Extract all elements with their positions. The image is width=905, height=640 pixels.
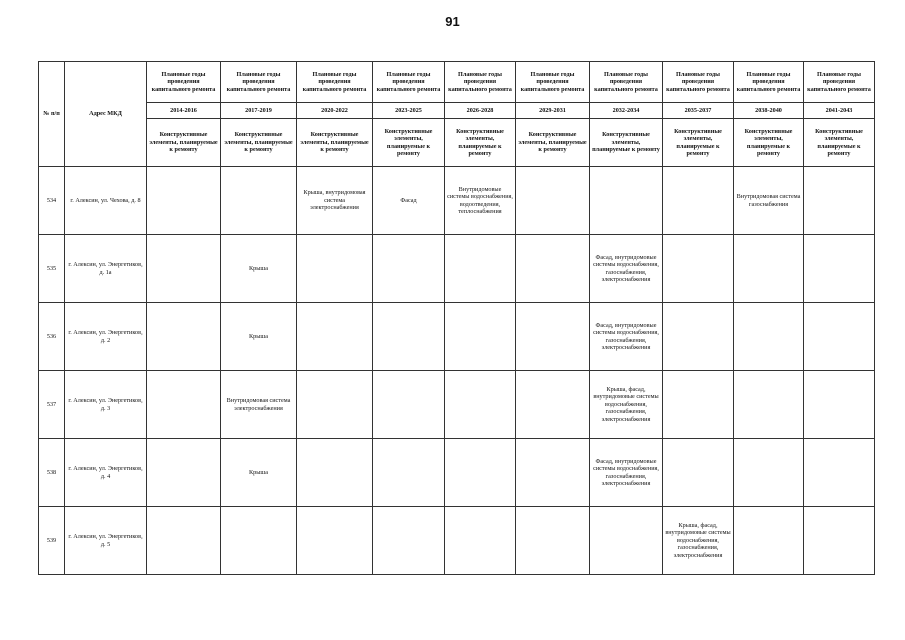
header-elements: Конструктивные элементы, планируемые к ремонту [147, 119, 221, 167]
header-subheader-row [39, 119, 875, 167]
header-period-range: 2017-2019 [221, 103, 297, 119]
repair-cell [147, 439, 221, 507]
repair-cell: Внутридомовые системы водоснабжения, водоотведения, теплоснабжения [445, 167, 516, 235]
repair-cell [516, 235, 590, 303]
repair-cell [663, 235, 734, 303]
repair-cell: Крыша, фасад, внутридомовые системы водоснабжения, газоснабжения, электроснабжения [590, 371, 663, 439]
table-row [39, 167, 875, 235]
repair-cell [373, 303, 445, 371]
header-period-title: Плановые годы проведения капитального ремонта [445, 62, 516, 103]
repair-cell: Крыша, внутридомовая система электроснабжения [297, 167, 373, 235]
table-row [39, 507, 875, 575]
repair-cell [221, 507, 297, 575]
row-number: 538 [39, 439, 65, 507]
repair-cell [445, 303, 516, 371]
header-elements: Конструктивные элементы, планируемые к ремонту [445, 119, 516, 167]
repair-cell: Фасад, внутридомовые системы водоснабжения, газоснабжения, электроснабжения [590, 235, 663, 303]
repair-cell [147, 235, 221, 303]
row-number: 535 [39, 235, 65, 303]
header-elements: Конструктивные элементы, планируемые к ремонту [297, 119, 373, 167]
header-elements: Конструктивные элементы, планируемые к ремонту [804, 119, 875, 167]
header-elements: Конструктивные элементы, планируемые к ремонту [663, 119, 734, 167]
row-address: г. Алексин, ул. Энергетиков, д. 4 [65, 439, 147, 507]
repair-cell [445, 439, 516, 507]
repair-cell [516, 371, 590, 439]
repair-cell [590, 507, 663, 575]
repair-cell [445, 371, 516, 439]
header-period-title: Плановые годы проведения капитального ремонта [590, 62, 663, 103]
repair-cell [445, 235, 516, 303]
row-address: г. Алексин, ул. Энергетиков, д. 1а [65, 235, 147, 303]
repair-cell [297, 371, 373, 439]
repair-cell [734, 507, 804, 575]
header-period-title: Плановые годы проведения капитального ремонта [516, 62, 590, 103]
repair-cell [373, 439, 445, 507]
header-period-title: Плановые годы проведения капитального ремонта [373, 62, 445, 103]
repair-cell [734, 371, 804, 439]
repair-cell [663, 371, 734, 439]
row-number: 539 [39, 507, 65, 575]
repair-cell [297, 235, 373, 303]
capital-repair-table [38, 61, 875, 575]
repair-cell: Фасад, внутридомовые системы водоснабжения, газоснабжения, электроснабжения [590, 303, 663, 371]
header-period-range: 2032-2034 [590, 103, 663, 119]
table-row [39, 439, 875, 507]
table-row [39, 371, 875, 439]
repair-cell: Крыша [221, 235, 297, 303]
header-period-range: 2026-2028 [445, 103, 516, 119]
header-period-title: Плановые годы проведения капитального ремонта [147, 62, 221, 103]
repair-cell: Внутридомовая система газоснабжения [734, 167, 804, 235]
repair-cell: Крыша [221, 439, 297, 507]
repair-cell [590, 167, 663, 235]
repair-cell [373, 371, 445, 439]
header-period-range: 2029-2031 [516, 103, 590, 119]
repair-cell [516, 167, 590, 235]
header-period-range: 2014-2016 [147, 103, 221, 119]
repair-cell [516, 507, 590, 575]
repair-cell [147, 507, 221, 575]
header-range-row [39, 103, 875, 119]
repair-cell [297, 439, 373, 507]
repair-cell [804, 439, 875, 507]
row-number: 536 [39, 303, 65, 371]
repair-cell [734, 303, 804, 371]
repair-cell [147, 167, 221, 235]
repair-cell [221, 167, 297, 235]
repair-cell [804, 235, 875, 303]
table-row [39, 303, 875, 371]
repair-cell [445, 507, 516, 575]
repair-cell: Внутридомовая система электроснабжения [221, 371, 297, 439]
header-elements: Конструктивные элементы, планируемые к ремонту [734, 119, 804, 167]
repair-cell: Фасад [373, 167, 445, 235]
header-period-title: Плановые годы проведения капитального ремонта [734, 62, 804, 103]
repair-cell: Крыша, фасад, внутридомовые системы водоснабжения, газоснабжения, электроснабжения [663, 507, 734, 575]
header-period-range: 2023-2025 [373, 103, 445, 119]
header-period-range: 2035-2037 [663, 103, 734, 119]
header-period-title: Плановые годы проведения капитального ремонта [297, 62, 373, 103]
header-elements: Конструктивные элементы, планируемые к ремонту [516, 119, 590, 167]
row-address: г. Алексин, ул. Энергетиков, д. 3 [65, 371, 147, 439]
header-period-title: Плановые годы проведения капитального ремонта [221, 62, 297, 103]
repair-cell [734, 235, 804, 303]
header-address: Адрес МКД [65, 62, 147, 167]
header-elements: Конструктивные элементы, планируемые к ремонту [221, 119, 297, 167]
repair-cell [663, 439, 734, 507]
repair-cell [147, 371, 221, 439]
row-number: 534 [39, 167, 65, 235]
repair-cell [804, 507, 875, 575]
header-elements: Конструктивные элементы, планируемые к ремонту [373, 119, 445, 167]
repair-cell [734, 439, 804, 507]
repair-cell [663, 167, 734, 235]
row-address: г. Алексин, ул. Энергетиков, д. 5 [65, 507, 147, 575]
repair-cell [663, 303, 734, 371]
repair-cell [516, 303, 590, 371]
header-period-range: 2041-2043 [804, 103, 875, 119]
table-row [39, 235, 875, 303]
repair-cell [804, 303, 875, 371]
header-period-title: Плановые годы проведения капитального ремонта [804, 62, 875, 103]
repair-cell [147, 303, 221, 371]
page-number: 91 [445, 14, 460, 29]
repair-cell [297, 507, 373, 575]
header-number: № п/п [39, 62, 65, 167]
repair-cell [804, 371, 875, 439]
row-address: г. Алексин, ул. Энергетиков, д. 2 [65, 303, 147, 371]
row-address: г. Алексин, ул. Чехова, д. 8 [65, 167, 147, 235]
repair-cell [373, 235, 445, 303]
repair-cell [804, 167, 875, 235]
repair-cell [297, 303, 373, 371]
header-elements: Конструктивные элементы, планируемые к ремонту [590, 119, 663, 167]
header-period-range: 2020-2022 [297, 103, 373, 119]
row-number: 537 [39, 371, 65, 439]
repair-cell: Фасад, внутридомовые системы водоснабжения, газоснабжения, электроснабжения [590, 439, 663, 507]
repair-cell: Крыша [221, 303, 297, 371]
repair-cell [373, 507, 445, 575]
header-title-row [39, 62, 875, 103]
header-period-title: Плановые годы проведения капитального ремонта [663, 62, 734, 103]
header-period-range: 2038-2040 [734, 103, 804, 119]
repair-cell [516, 439, 590, 507]
